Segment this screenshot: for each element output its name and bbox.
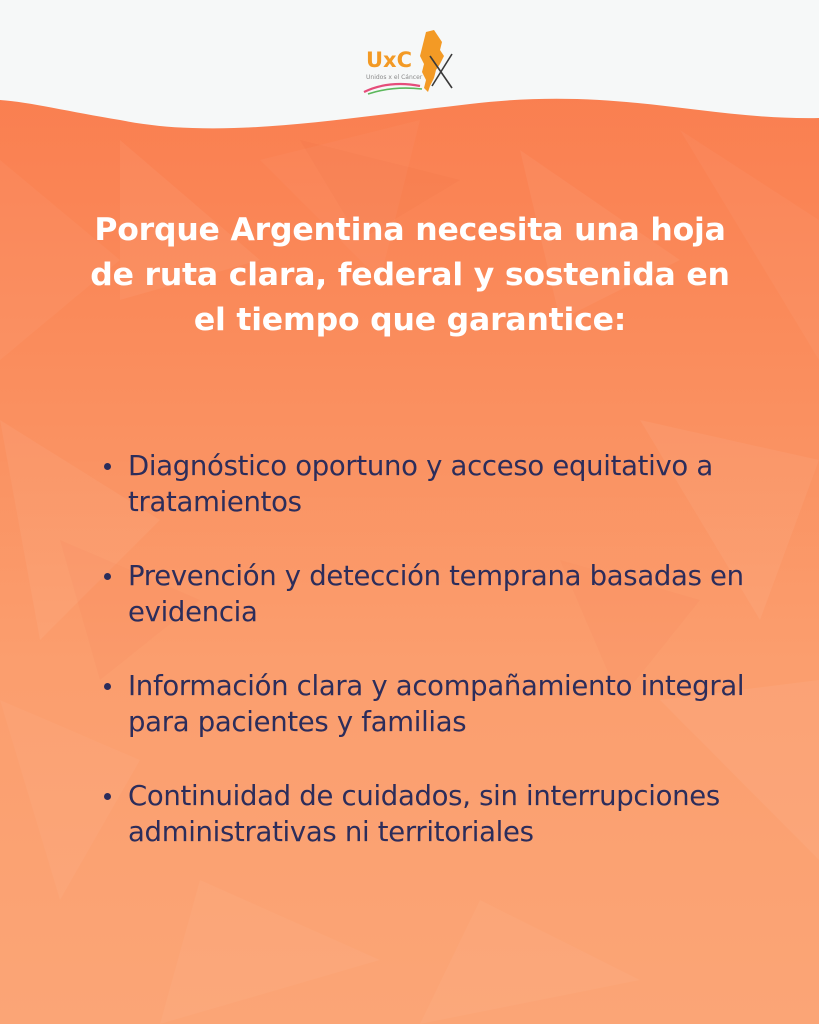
list-item <box>104 448 784 520</box>
bullet-icon <box>104 793 111 800</box>
list-item-text: Información clara y acompañamiento integral para pacientes y familias <box>128 670 745 738</box>
bullet-icon <box>104 573 111 580</box>
headline: Porque Argentina necesita una hoja de ruta clara, federal y sostenida en el tiempo que garantice: <box>90 212 730 338</box>
brand-logo <box>360 26 460 96</box>
list-item <box>104 778 784 850</box>
bullet-icon <box>104 463 111 470</box>
logo-tagline: Unidos x el Cáncer <box>366 74 423 81</box>
bullet-icon <box>104 683 111 690</box>
logo-wordmark: UxC <box>366 48 413 72</box>
list-item <box>104 558 784 630</box>
list-item-text: Prevención y detección temprana basadas en evidencia <box>128 560 744 628</box>
benefits-list <box>104 448 784 888</box>
list-item-text: Continuidad de cuidados, sin interrupciones administrativas ni territoriales <box>128 780 720 848</box>
list-item-text: Diagnóstico oportuno y acceso equitativo a tratamientos <box>128 450 713 518</box>
list-item <box>104 668 784 740</box>
